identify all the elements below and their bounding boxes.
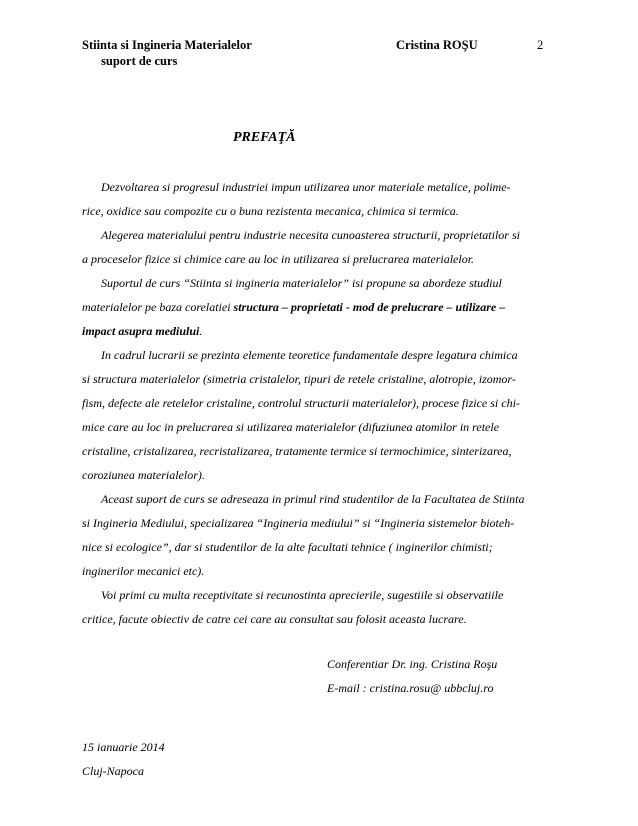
body-line: Suportul de curs “Stiinta si ingineria materialelor” isi propune sa abordeze studiul xyxy=(101,276,502,290)
body-line: fism, defecte ale retelelor cristaline, controlul structurii materialelor), procese fizice si chi- xyxy=(82,396,520,410)
body-text: materialelor pe baza corelatiei xyxy=(82,300,234,314)
body-line: Aceast suport de curs se adreseaza in primul rind studentilor de la Facultatea de Stiinta xyxy=(101,492,525,506)
body-line: critice, facute obiectiv de catre cei care au consultat sau folosit aceasta lucrare. xyxy=(82,612,467,626)
body-text: . xyxy=(199,324,203,338)
page-number: 2 xyxy=(537,38,544,52)
body-line: rice, oxidice sau compozite cu o buna rezistenta mecanica, chimica si termica. xyxy=(82,204,459,218)
body-line: si structura materialelor (simetria cristalelor, tipuri de retele cristaline, alotropie, izomor- xyxy=(82,372,516,386)
page-title: PREFAŢĂ xyxy=(233,130,296,145)
body-line: nice si ecologice”, dar si studentilor de la alte facultati tehnice ( inginerilor chimisti; xyxy=(82,540,493,554)
body-line: mice care au loc in prelucrarea si utilizarea materialelor (difuziunea atomilor in retele xyxy=(82,420,500,434)
body-line: Voi primi cu multa receptivitate si recunostinta aprecierile, sugestiile si observatiile xyxy=(101,588,504,602)
body-line xyxy=(82,324,202,339)
course-subtitle: suport de curs xyxy=(101,54,178,68)
author-name: Cristina ROŞU xyxy=(396,38,478,52)
body-line: inginerilor mecanici etc). xyxy=(82,564,205,578)
course-title: Stiinta si Ingineria Materialelor xyxy=(82,38,252,52)
body-line: cristaline, cristalizarea, recristalizarea, tratamente termice si termochimice, sinterizarea, xyxy=(82,444,512,458)
body-line: In cadrul lucrarii se prezinta elemente teoretice fundamentale despre legatura chimica xyxy=(101,348,518,362)
document-date: 15 ianuarie 2014 xyxy=(82,740,165,754)
body-line: si Ingineria Mediului, specializarea “Ingineria mediului” si “Ingineria sistemelor bioteh- xyxy=(82,516,515,530)
body-line: a proceselor fizice si chimice care au loc in utilizarea si prelucrarea materialelor. xyxy=(82,252,475,266)
body-line: Alegerea materialului pentru industrie necesita cunoasterea structurii, proprietatilor si xyxy=(101,228,520,242)
document-place: Cluj-Napoca xyxy=(82,764,144,778)
emphasis-text: impact asupra mediului xyxy=(82,324,200,338)
signature-name: Conferentiar Dr. ing. Cristina Roşu xyxy=(327,657,498,671)
body-line: Dezvoltarea si progresul industriei impun utilizarea unor materiale metalice, polime- xyxy=(101,180,511,194)
signature-email: E-mail : cristina.rosu@ ubbcluj.ro xyxy=(327,681,494,695)
body-line xyxy=(82,300,505,315)
emphasis-text: structura – proprietati - mod de prelucrare – utilizare – xyxy=(233,300,506,314)
body-line: coroziunea materialelor). xyxy=(82,468,205,482)
